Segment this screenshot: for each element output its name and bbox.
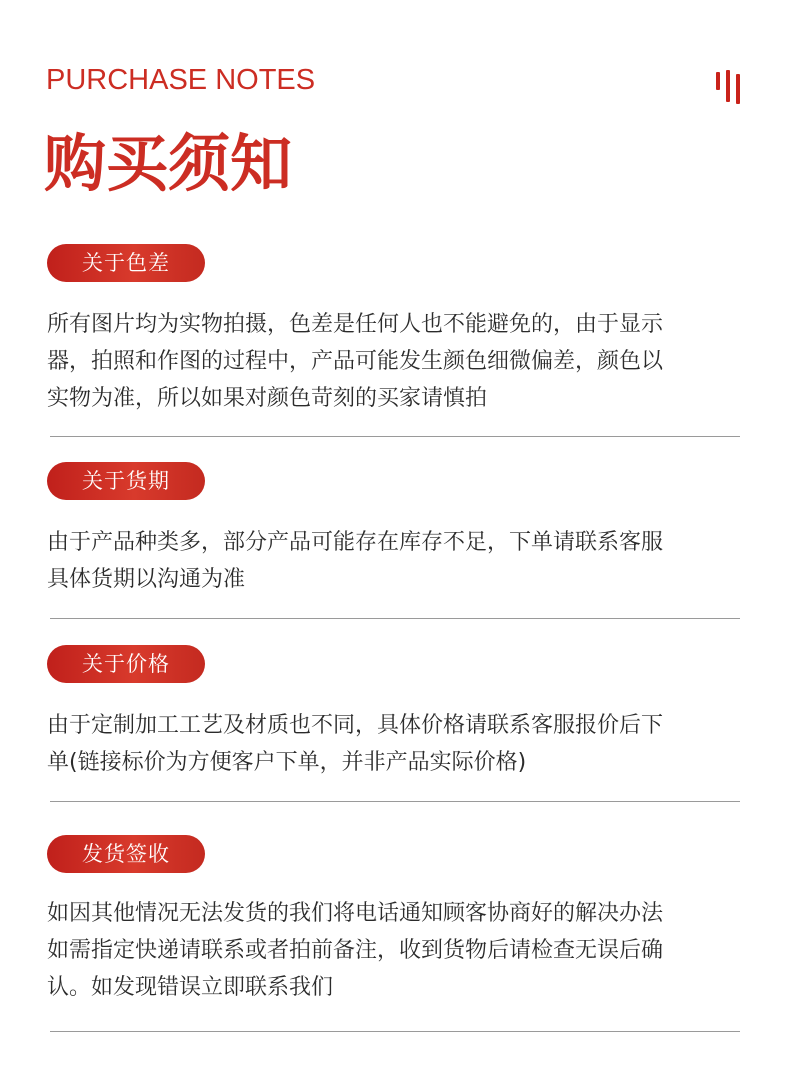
text-line: 如因其他情况无法发货的我们将电话通知顾客协商好的解决办法: [47, 901, 664, 926]
decorative-bars-icon: [716, 70, 746, 104]
section-body: [47, 306, 747, 417]
subtitle-en: PURCHASE NOTES: [46, 64, 316, 96]
divider: [50, 618, 740, 619]
page-title: 购买须知: [44, 127, 293, 200]
section-heading-badge: 关于色差: [47, 244, 205, 282]
text-line: 由于产品种类多，部分产品可能存在库存不足，下单请联系客服: [47, 530, 664, 555]
text-line: 所有图片均为实物拍摄，色差是任何人也不能避免的，由于显示: [47, 312, 664, 337]
divider: [50, 801, 740, 802]
text-line: 器，拍照和作图的过程中，产品可能发生颜色细微偏差，颜色以: [47, 349, 664, 374]
divider: [50, 436, 740, 437]
text-line: 具体货期以沟通为准: [47, 567, 246, 592]
text-line: 实物为准，所以如果对颜色苛刻的买家请慎拍: [47, 386, 488, 411]
text-line: 单(链接标价为方便客户下单，并非产品实际价格): [47, 750, 527, 775]
section-body: [47, 895, 747, 1006]
section-heading-badge: 关于货期: [47, 462, 205, 500]
section-heading-badge: 发货签收: [47, 835, 205, 873]
section-heading-badge: 关于价格: [47, 645, 205, 683]
section-body: [47, 524, 747, 598]
text-line: 由于定制加工工艺及材质也不同，具体价格请联系客服报价后下: [47, 713, 664, 738]
text-line: 如需指定快递请联系或者拍前备注，收到货物后请检查无误后确: [47, 938, 664, 963]
section-body: [47, 707, 747, 781]
divider: [50, 1031, 740, 1032]
text-line: 认。如发现错误立即联系我们: [47, 975, 334, 1000]
